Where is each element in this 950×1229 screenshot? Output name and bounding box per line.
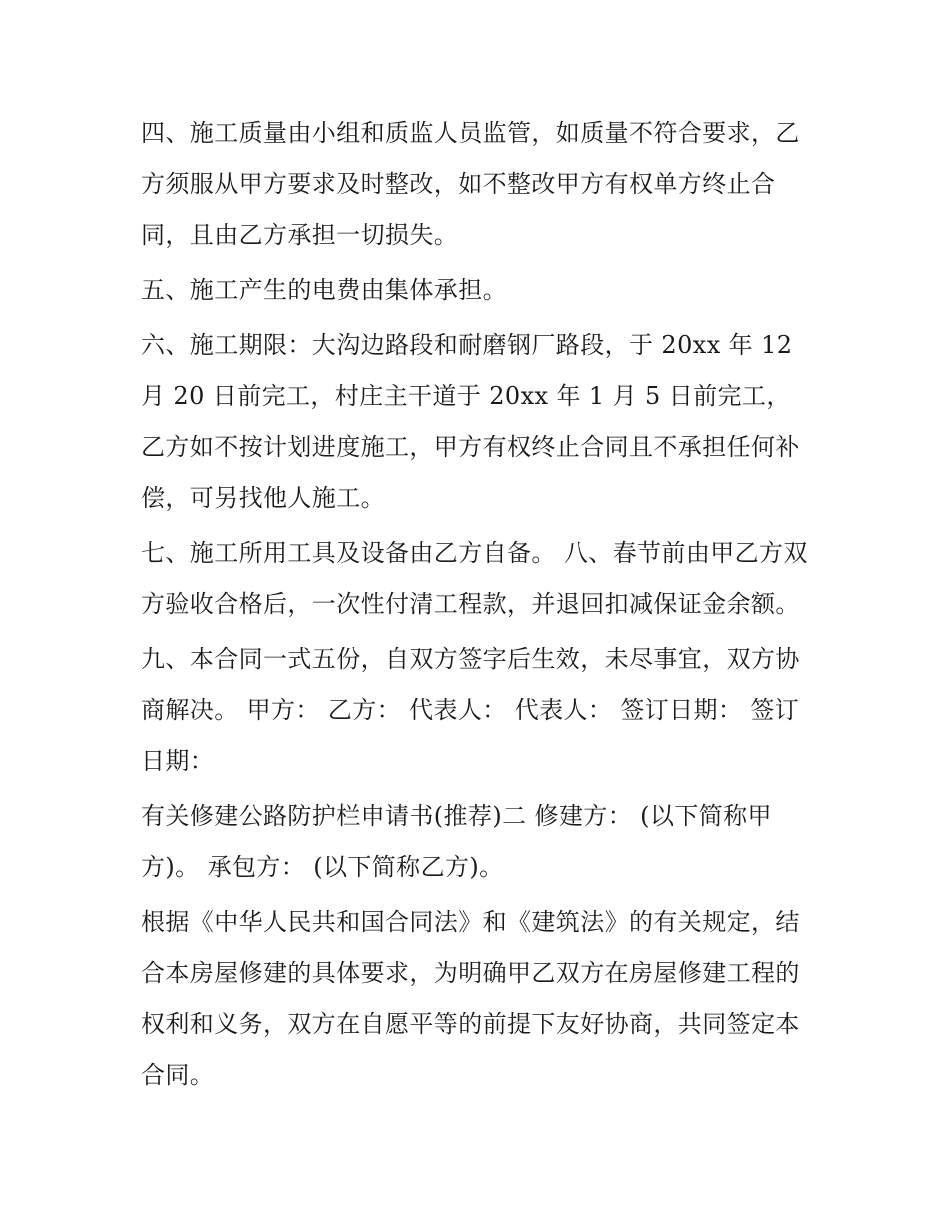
paragraph-electricity-fee: 五、施工产生的电费由集体承担。 xyxy=(141,276,507,304)
paragraph-legal-basis: 根据《中华人民共和国合同法》和《建筑法》的有关规定，结合本房屋修建的具体要求，为明确甲乙双方在房屋修建工程的权利和义务，双方在自愿平等的前提下友好协商，共同签定本合同。 xyxy=(141,908,800,1089)
paragraph-contract-copies-signatures: 九、本合同一式五份，自双方签字后生效，未尽事宜，双方协商解决。 甲方： 乙方： 代表人： 代表人： 签订日期： 签订日期： xyxy=(141,645,800,775)
paragraph-construction-period: 六、施工期限：大沟边路段和耐磨钢厂路段，于 20xx 年 12 月 20 日前完工，村庄主干道于 20xx 年 1 月 5 日前完工，乙方如不按计划进度施工，甲方有权终止合同且不承担任何补偿，可另找他人施工。 xyxy=(141,331,800,512)
paragraph-second-document-heading: 有关修建公路防护栏申请书(推荐)二 修建方： (以下简称甲方)。 承包方： (以下简称乙方)。 xyxy=(141,802,772,881)
paragraph-tools-and-payment: 七、施工所用工具及设备由乙方自备。 八、春节前由甲乙方双方验收合格后，一次性付清工程款，并退回扣减保证金余额。 xyxy=(141,539,808,618)
paragraph-quality-supervision: 四、施工质量由小组和质监人员监管，如质量不符合要求，乙方须服从甲方要求及时整改，如不整改甲方有权单方终止合同，且由乙方承担一切损失。 xyxy=(141,119,800,249)
document-body xyxy=(141,108,813,1105)
